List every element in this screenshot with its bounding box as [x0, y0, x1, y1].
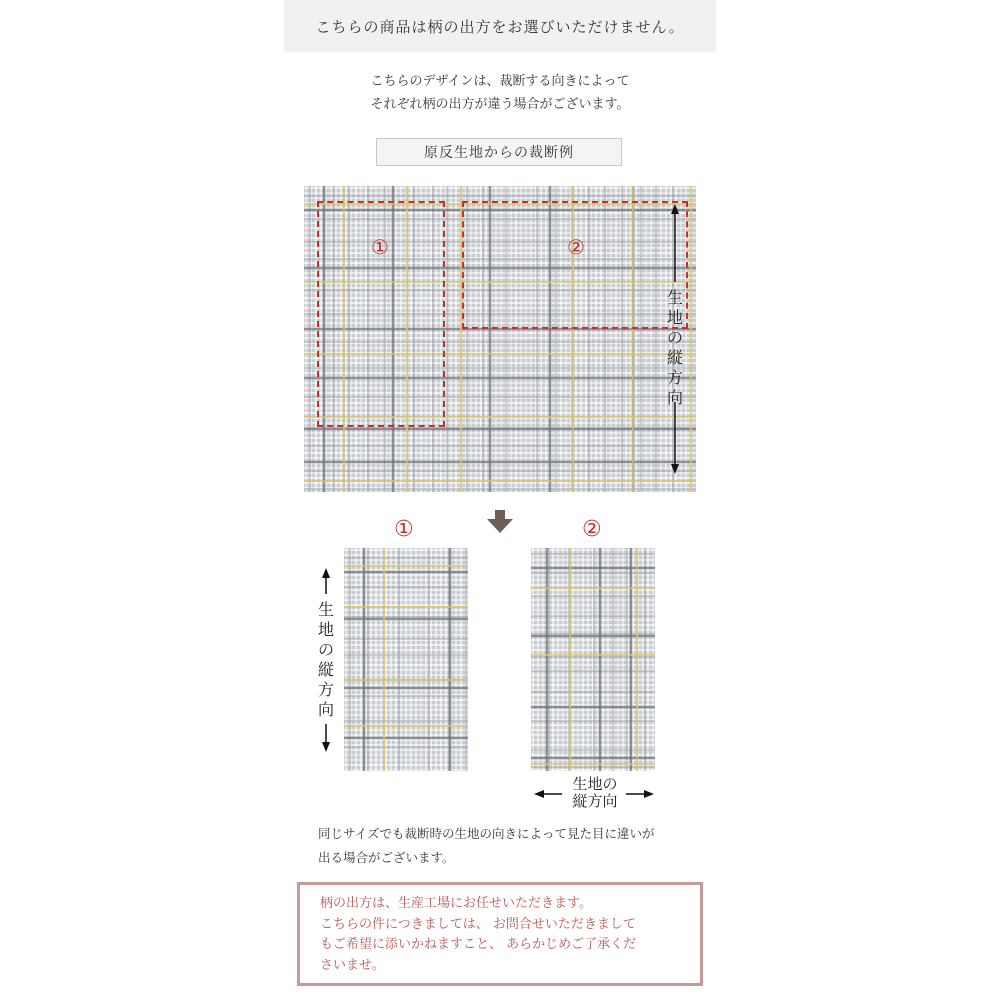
- piece-2-direction-line-1: 生地の: [572, 775, 618, 793]
- intro-text: [300, 70, 700, 116]
- cut-area-2-marker: ②: [567, 235, 585, 259]
- direction-char: 地: [317, 620, 334, 639]
- direction-char: の: [317, 640, 334, 659]
- notice-line-4: さいませ。: [320, 957, 385, 973]
- direction-char: 向: [317, 700, 334, 719]
- notice-line-1: 柄の出方は、生産工場にお任せいただきます。: [320, 896, 592, 911]
- piece-2-marker: ②: [582, 517, 602, 542]
- up-arrow-icon: [671, 204, 679, 214]
- fabric-piece-2: [531, 548, 655, 771]
- notice-line-2: こちらの件につきましては、 お問合せいただきまして: [320, 916, 636, 932]
- direction-char: 生: [666, 288, 683, 307]
- difference-note: [318, 822, 738, 870]
- intro-line-2: それぞれ柄の出方が違う場合がございます。: [370, 97, 630, 112]
- notice-line-3: もご希望に添いかねますこと、 あらかじめご了承くだ: [320, 937, 637, 952]
- cut-area-2: [462, 201, 688, 329]
- page-header: [284, 0, 716, 52]
- cut-area-1-marker: ①: [371, 235, 389, 259]
- note-line-2: 出る場合がございます。: [318, 850, 455, 865]
- fabric-piece-1: [344, 548, 468, 771]
- note-line-1: 同じサイズでも裁断時の生地の向きによって見た目に違いが: [318, 826, 655, 841]
- direction-char: 縦: [317, 660, 334, 679]
- header-title: こちらの商品は柄の出方をお選びいただけません。: [315, 17, 685, 36]
- down-small-arrow-icon: [671, 464, 679, 474]
- piece-2-direction-label: [560, 776, 630, 810]
- direction-char: の: [666, 328, 683, 347]
- example-label: [376, 138, 622, 166]
- left-arrow-icon: [534, 790, 544, 798]
- direction-char: 地: [666, 308, 683, 327]
- direction-char: 縦: [666, 348, 683, 367]
- direction-char: 方: [666, 368, 683, 387]
- fabric-direction-label: [664, 288, 686, 408]
- right-arrow-icon: [644, 790, 654, 798]
- down-arrow-icon: [487, 510, 513, 534]
- up-arrow-icon: [322, 568, 330, 578]
- piece-2-direction-line-2: 縦方向: [572, 792, 618, 810]
- down-small-arrow-icon: [322, 742, 330, 752]
- direction-char: 方: [317, 680, 334, 699]
- direction-char: 向: [666, 388, 683, 407]
- piece-1-direction-label: [315, 600, 337, 720]
- piece-1-marker: ①: [394, 517, 414, 542]
- example-label-text: 原反生地からの裁断例: [424, 145, 574, 161]
- intro-line-1: こちらのデザインは、裁断する向きによって: [370, 74, 630, 89]
- direction-char: 生: [317, 600, 334, 619]
- notice-box: [297, 882, 703, 986]
